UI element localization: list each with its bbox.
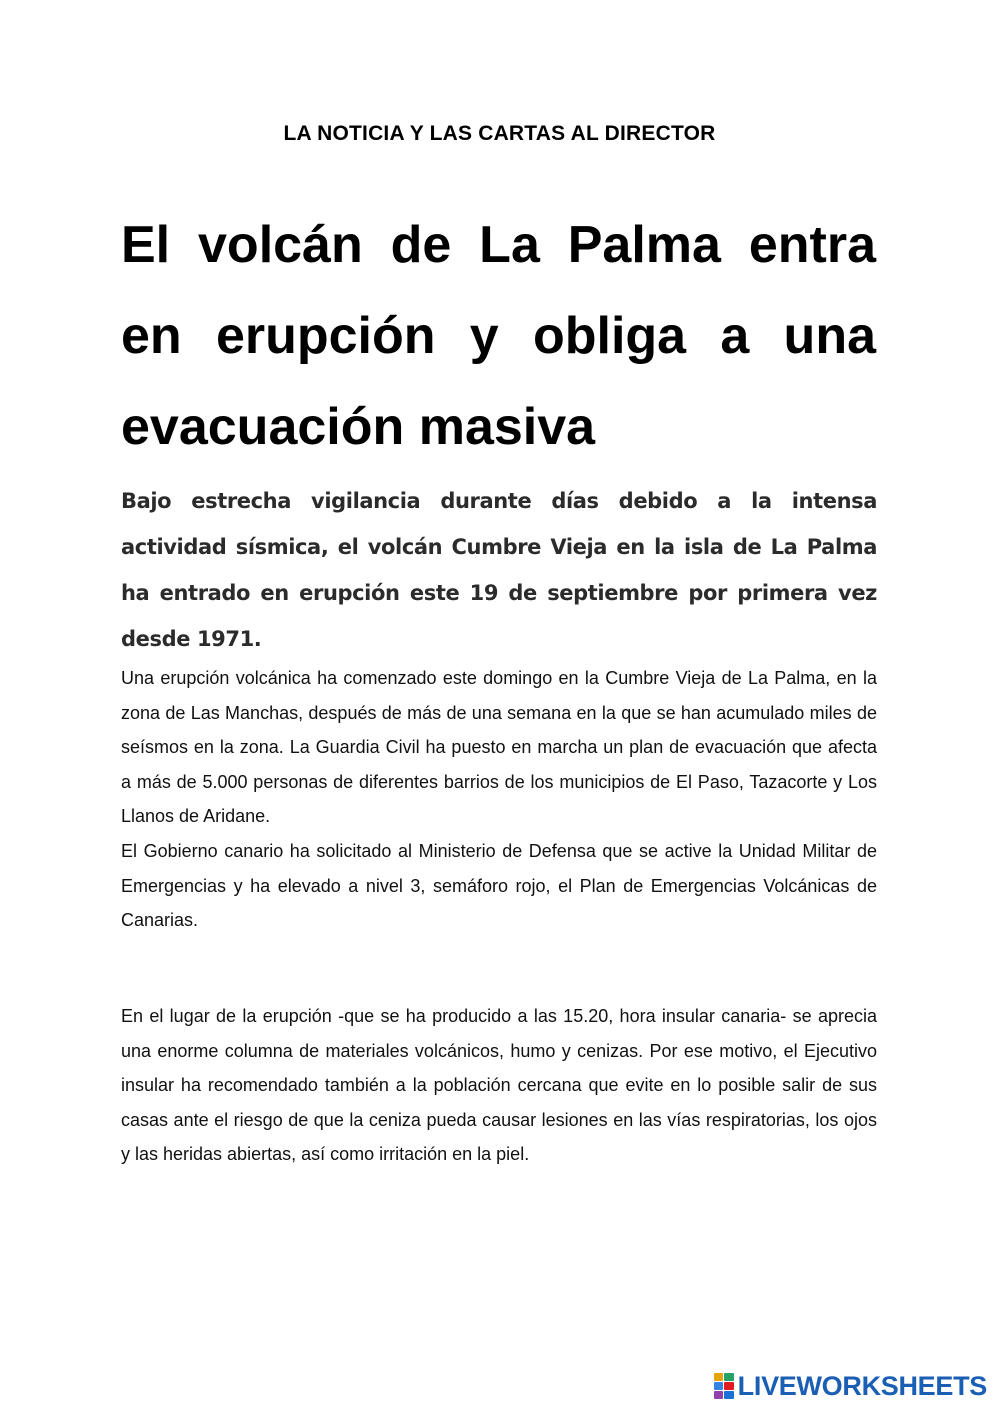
liveworksheets-logo[interactable]: [714, 1370, 987, 1402]
article-headline: El volcán de La Palma entra en erupción y obliga a una evacuación masiva: [121, 216, 876, 456]
article-subheadline: Bajo estrecha vigilancia durante días debido a la intensa actividad sísmica, el volcán Cumbre Vieja en la isla de La Palma ha entrado en erupción este 19 de septiembre por primera vez desde 1971.: [121, 489, 877, 651]
article-paragraph: Una erupción volcánica ha comenzado este domingo en la Cumbre Vieja de La Palma, en la zona de Las Manchas, después de más de una semana en la que se han acumulado miles de seísmos en la zona. La Guardia Civil ha puesto en marcha un plan de evacuación que afecta a más de 5.000 personas de diferentes barrios de los municipios de El Paso, Tazacorte y Los Llanos de Aridane.: [121, 668, 877, 827]
article-paragraph: El Gobierno canario ha solicitado al Ministerio de Defensa que se active la Unidad Militar de Emergencias y ha elevado a nivel 3, semáforo rojo, el Plan de Emergencias Volcánicas de Canarias.: [121, 840, 877, 931]
article-body-first-block: [121, 661, 877, 938]
liveworksheets-logo-icon: [714, 1373, 734, 1399]
article-body-second-block: [121, 999, 877, 1172]
article-paragraph: En el lugar de la erupción -que se ha producido a las 15.20, hora insular canaria- se aprecia una enorme columna de materiales volcánicos, humo y cenizas. Por ese motivo, el Ejecutivo insular ha recomendado también a la población cercana que evite en lo posible salir de sus casas ante el riesgo de que la ceniza pueda causar lesiones en las vías respiratorias, los ojos y las heridas abiertas, así como irritación en la piel.: [121, 1006, 877, 1165]
section-title: LA NOTICIA Y LAS CARTAS AL DIRECTOR: [283, 122, 716, 145]
logo-text: LIVEWORKSHEETS: [737, 1370, 987, 1401]
